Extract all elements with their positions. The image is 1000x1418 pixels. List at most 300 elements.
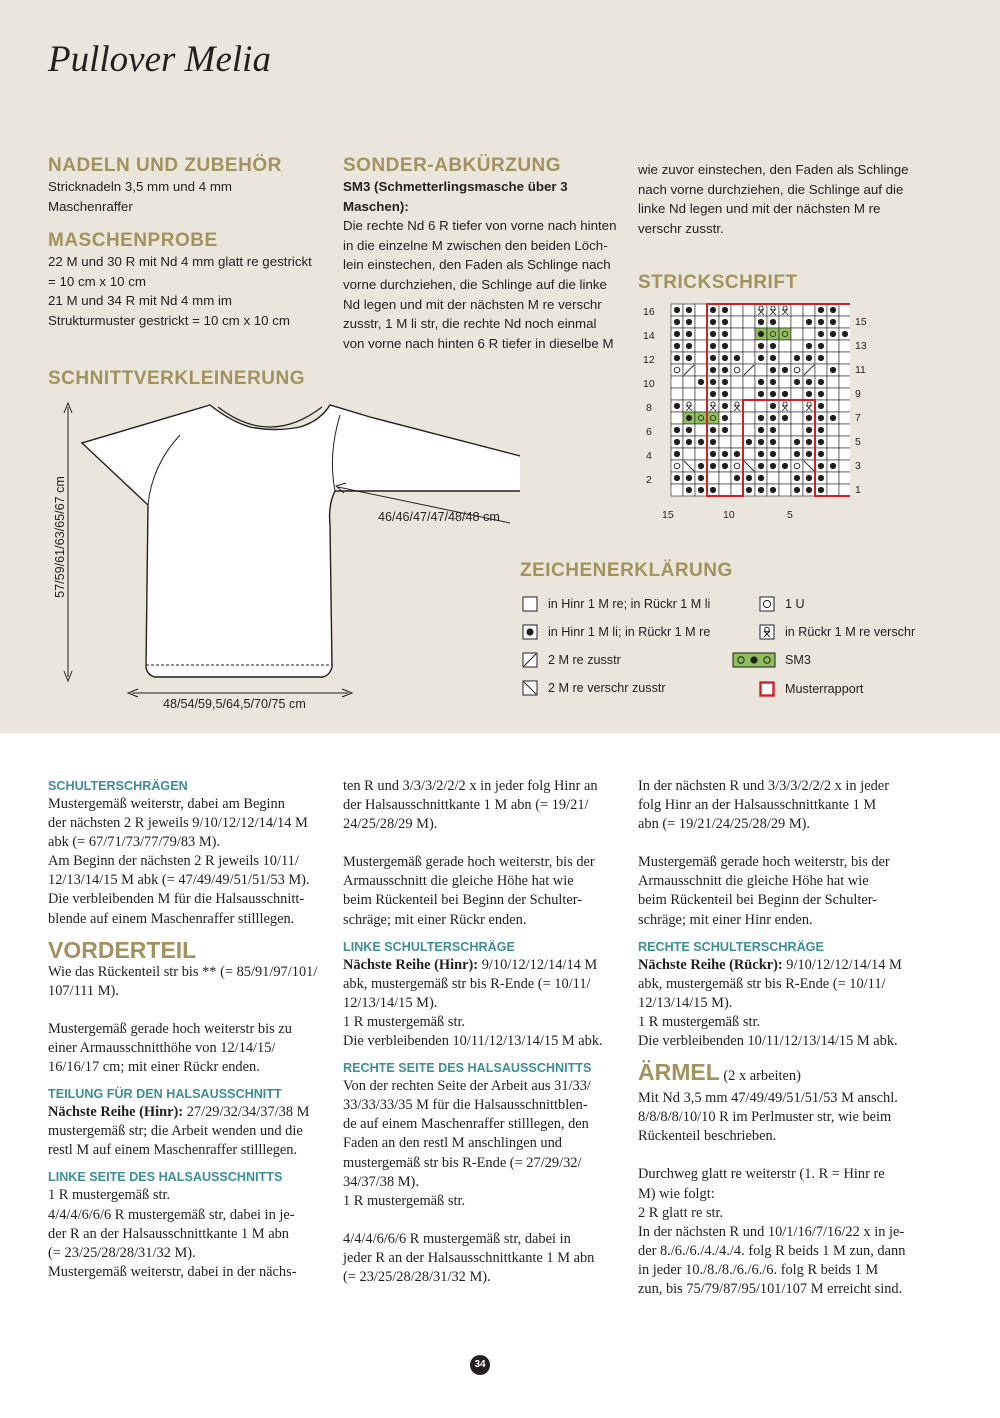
purl-dot (830, 415, 836, 421)
legend-text: 1 U (785, 597, 805, 611)
chart-cell (791, 412, 803, 424)
maschenprobe-text (48, 252, 338, 330)
purl-dot (722, 415, 728, 421)
text-span: 27/29/32/34/37/38 M (183, 1104, 310, 1121)
paragraph (48, 1186, 328, 1281)
chart-cell (695, 352, 707, 364)
purl-dot (794, 379, 800, 385)
paragraph (343, 1077, 623, 1211)
text-line: Nd legen und mit der nächsten M re verschr (343, 296, 602, 312)
heading-aermel (638, 1059, 918, 1089)
purl-dot (710, 367, 716, 373)
chart-cell (779, 448, 791, 460)
purl-dot (722, 367, 728, 373)
purl-dot (710, 343, 716, 349)
text-line: In der nächsten R und 10/1/16/7/16/22 x in je- (638, 1223, 905, 1240)
text-line (343, 956, 623, 975)
purl-dot (806, 487, 812, 493)
chart-cell (779, 376, 791, 388)
section-nadeln (48, 155, 338, 331)
purl-dot (758, 439, 764, 445)
purl-dot (770, 403, 776, 409)
chart-cell (839, 352, 850, 364)
chart-cell (731, 316, 743, 328)
purl-dot (674, 427, 680, 433)
paragraph (343, 853, 623, 929)
purl-dot (758, 379, 764, 385)
row-label: 8 (646, 402, 652, 414)
chart-cell (839, 436, 850, 448)
text-line: folg Hinr an der Halsausschnittkante 1 M (638, 797, 877, 814)
chart-cell (731, 328, 743, 340)
chart-cell (731, 436, 743, 448)
purl-dot (806, 415, 812, 421)
legend-text: 2 M re verschr zusstr (548, 681, 666, 695)
text-line: Maschenraffer (48, 198, 133, 214)
chart-cell (827, 448, 839, 460)
chart-cell (839, 412, 850, 424)
purl-dot (794, 451, 800, 457)
purl-dot (710, 391, 716, 397)
heading-linke-schulterschraege: LINKE SCHULTERSCHRÄGE (343, 939, 515, 954)
chart-cell (827, 484, 839, 496)
chart-cell (803, 328, 815, 340)
text-line: zusstr, 1 M li str, die rechte Nd noch einmal (343, 316, 597, 332)
paragraph (638, 956, 918, 1051)
purl-dot (818, 451, 824, 457)
purl-dot (818, 307, 824, 313)
purl-dot (698, 475, 704, 481)
heading-schnitt: SCHNITTVERKLEINERUNG (48, 368, 306, 389)
chart-cell (839, 424, 850, 436)
row-label: 12 (643, 354, 655, 366)
purl-dot (794, 487, 800, 493)
chart-cell (743, 316, 755, 328)
chart-cell (743, 412, 755, 424)
chart-cell (779, 424, 791, 436)
legend-item (521, 652, 621, 668)
text-line: abk, mustergemäß str bis R-Ende (= 10/11/ (343, 975, 591, 992)
text-line: der R an der Halsausschnittkante 1 M abn (48, 1225, 289, 1242)
text-line: 1 R mustergemäß str. (343, 1013, 466, 1030)
heading-vorderteil: VORDERTEIL (48, 936, 197, 963)
section-sonder (343, 155, 628, 353)
chart-cell (719, 484, 731, 496)
chart-cell (791, 424, 803, 436)
purl-dot (770, 355, 776, 361)
column-3 (638, 777, 918, 1299)
chart-cell (683, 376, 695, 388)
purl-dot (782, 463, 788, 469)
purl-dot (710, 379, 716, 385)
text-line: 4/4/4/6/6/6 R mustergemäß str, dabei in (343, 1230, 571, 1247)
col-label: 10 (723, 509, 735, 521)
dot-square-icon (521, 624, 539, 640)
chart-cell (743, 340, 755, 352)
chart-cell (827, 388, 839, 400)
purl-dot (722, 403, 728, 409)
text-line: abn (= 19/21/24/25/28/29 M). (638, 816, 810, 833)
purl-dot (758, 487, 764, 493)
purl-dot (698, 439, 704, 445)
purl-dot (770, 463, 776, 469)
purl-dot (794, 475, 800, 481)
purl-dot (710, 487, 716, 493)
text-line: lein einstechen, den Faden als Schlinge nach (343, 257, 611, 273)
purl-dot (674, 403, 680, 409)
purl-dot (722, 427, 728, 433)
chart-cell (731, 388, 743, 400)
paragraph (343, 956, 623, 1051)
purl-dot (722, 331, 728, 337)
legend-text: SM3 (785, 653, 811, 667)
text-line (638, 956, 918, 975)
purl-dot (686, 439, 692, 445)
text-line: Mustergemäß weiterstr, dabei in der nächs- (48, 1263, 297, 1280)
text-line: M) wie folgt: (638, 1185, 715, 1202)
chart-cell (791, 316, 803, 328)
legend-item (521, 680, 666, 696)
purl-dot (710, 439, 716, 445)
purl-dot (710, 427, 716, 433)
text-line: mustergemäß str; die Arbeit wenden und die (48, 1123, 303, 1140)
text-line: Faden an den restl M anschlingen und (343, 1135, 563, 1152)
text-line: 22 M und 30 R mit Nd 4 mm glatt re gestrickt (48, 254, 312, 270)
empty-square-icon (521, 596, 539, 612)
purl-dot (710, 463, 716, 469)
purl-dot (806, 451, 812, 457)
purl-dot (686, 427, 692, 433)
chart-cell (839, 484, 850, 496)
row-label: 3 (855, 460, 861, 472)
text-line: 2 R glatt re str. (638, 1204, 724, 1221)
purl-dot (674, 475, 680, 481)
chart-cell (839, 304, 850, 316)
heading-teilung: TEILUNG FÜR DEN HALSAUSSCHNITT (48, 1087, 282, 1102)
heading-schulterschraegen: SCHULTERSCHRÄGEN (48, 779, 188, 793)
row-label: 1 (855, 484, 861, 496)
paragraph (48, 795, 328, 929)
legend-text: 2 M re zusstr (548, 653, 621, 667)
purl-dot (806, 319, 812, 325)
heading-strickschrift: STRICKSCHRIFT (638, 272, 798, 293)
chart-cell (827, 424, 839, 436)
purl-dot (818, 463, 824, 469)
chart-cell (791, 340, 803, 352)
legend-item (758, 624, 915, 640)
heading-rechte-seite-hals: RECHTE SEITE DES HALSAUSSCHNITTS (343, 1061, 592, 1076)
text-line: Mustergemäß gerade hoch weiterstr, bis der (343, 854, 595, 871)
chart-cell (743, 304, 755, 316)
purl-dot (674, 331, 680, 337)
text-line: 24/25/28/29 M). (343, 816, 438, 833)
purl-dot (818, 355, 824, 361)
row-label: 4 (646, 450, 652, 462)
chart-cell (779, 316, 791, 328)
chart-cell (743, 400, 755, 412)
row-label: 5 (855, 436, 861, 448)
paragraph (48, 963, 328, 1001)
text-line: 12/13/14/15 M). (638, 994, 733, 1011)
chart-cell (719, 436, 731, 448)
text-line: Durchweg glatt re weiterstr (1. R = Hinr re (638, 1166, 885, 1183)
purl-dot (770, 487, 776, 493)
purl-dot (674, 307, 680, 313)
twisted-stitch-icon (758, 624, 776, 640)
chart-cell (827, 400, 839, 412)
text-line: jeder R an der Halsausschnittkante 1 M abn (343, 1249, 595, 1266)
text-line: wie zuvor einstechen, den Faden als Schlinge (638, 162, 909, 177)
purl-dot (818, 427, 824, 433)
purl-dot (770, 427, 776, 433)
text-line: (= 23/25/28/28/31/32 M). (343, 1268, 491, 1285)
purl-dot (722, 391, 728, 397)
purl-dot (710, 451, 716, 457)
chart-cell (779, 352, 791, 364)
text-line: abk, mustergemäß str bis R-Ende (= 10/11/ (638, 975, 886, 992)
text-line: abk (= 67/71/73/77/79/83 M). (48, 834, 220, 851)
purl-dot (686, 475, 692, 481)
chart-cell (707, 472, 719, 484)
purl-dot (782, 367, 788, 373)
paragraph (48, 1103, 328, 1160)
purl-dot (794, 439, 800, 445)
legend-text: in Hinr 1 M li; in Rückr 1 M re (548, 625, 711, 639)
chart-cell (791, 460, 803, 472)
text-line: mustergemäß str bis R-Ende (= 27/29/32/ (343, 1154, 582, 1171)
purl-dot (770, 319, 776, 325)
purl-dot (674, 439, 680, 445)
text-line: 34/37/38 M). (343, 1173, 419, 1190)
paragraph (638, 1165, 918, 1299)
purl-dot (818, 343, 824, 349)
purl-dot (770, 379, 776, 385)
purl-dot (770, 415, 776, 421)
chart-cell (743, 352, 755, 364)
purl-dot (698, 487, 704, 493)
purl-dot (722, 319, 728, 325)
purl-dot (758, 343, 764, 349)
chart-cell (731, 304, 743, 316)
chart-cell (671, 484, 683, 496)
purl-dot (722, 307, 728, 313)
text-line: ten R und 3/3/3/2/2/2 x in jeder folg Hinr an (343, 778, 598, 794)
purl-dot (830, 331, 836, 337)
chart-cell (779, 484, 791, 496)
text-line: 107/111 M). (48, 982, 119, 999)
label-sleeve: 46/46/47/47/48/48 cm (378, 510, 500, 524)
paragraph (343, 1230, 623, 1287)
purl-dot (722, 355, 728, 361)
chart-cell (695, 316, 707, 328)
purl-dot (818, 379, 824, 385)
purl-dot (746, 475, 752, 481)
chart-cell (839, 364, 850, 376)
heading-legende: ZEICHENERKLÄRUNG (520, 560, 733, 581)
chart-cell (827, 376, 839, 388)
chart-cell (671, 412, 683, 424)
purl-dot (806, 427, 812, 433)
paragraph (638, 777, 918, 834)
purl-dot (782, 415, 788, 421)
text-line: Rückenteil beschrieben. (638, 1128, 777, 1145)
chart-cell (695, 304, 707, 316)
purl-dot (686, 343, 692, 349)
text-line: Die rechte Nd 6 R tiefer von vorne nach hinten (343, 218, 617, 234)
purl-dot (782, 391, 788, 397)
purl-dot (818, 391, 824, 397)
chart-cell (791, 388, 803, 400)
slash-square-icon (521, 652, 539, 668)
bold-label: Nächste Reihe (Rückr): (638, 956, 783, 973)
text-line: Die verbleibenden M für die Halsausschnitt- (48, 891, 305, 908)
legend-item (521, 596, 710, 612)
nadeln-text (48, 177, 338, 216)
text-line: 16/16/17 cm; mit einer Rückr enden. (48, 1059, 260, 1076)
purl-dot (674, 343, 680, 349)
row-label: 14 (643, 330, 655, 342)
purl-dot (818, 475, 824, 481)
purl-dot (818, 415, 824, 421)
purl-dot (806, 475, 812, 481)
purl-dot (674, 319, 680, 325)
text-line: 4/4/4/6/6/6 R mustergemäß str, dabei in je- (48, 1206, 295, 1223)
chart-cell (815, 364, 827, 376)
purl-dot (830, 307, 836, 313)
purl-dot (818, 319, 824, 325)
row-label: 13 (855, 340, 867, 352)
chart-cell (827, 340, 839, 352)
paragraph (343, 777, 623, 834)
purl-dot (758, 355, 764, 361)
purl-dot (758, 391, 764, 397)
text-line: 1 R mustergemäß str. (343, 1192, 466, 1209)
text-line: vorne durchziehen, die Schlinge auf die linke (343, 276, 607, 292)
paragraph (48, 1020, 328, 1077)
text-line: Stricknadeln 3,5 mm und 4 mm (48, 179, 233, 194)
chart-cell (731, 460, 743, 472)
purl-dot (722, 343, 728, 349)
column-2 (343, 777, 623, 1287)
text-line: 33/33/33/35 M für die Halsausschnittblen- (343, 1097, 588, 1114)
text-line: schräge; mit einer Hinr enden. (638, 911, 813, 928)
text-line: blende auf einem Maschenraffer stilllegen. (48, 910, 295, 927)
chart-cell (839, 376, 850, 388)
row-label: 7 (855, 412, 861, 424)
row-label: 16 (643, 306, 655, 318)
purl-dot (722, 379, 728, 385)
sweater-schematic (40, 395, 520, 725)
purl-dot (746, 439, 752, 445)
chart-cell (671, 364, 683, 376)
chart-cell (767, 472, 779, 484)
purl-dot (818, 331, 824, 337)
purl-dot (734, 355, 740, 361)
chart-cell (839, 316, 850, 328)
chart-cell (695, 400, 707, 412)
text-line: der 8./6./6./4./4./4. folg R beids 1 M zun, dann (638, 1242, 906, 1259)
chart-cell (743, 388, 755, 400)
label-height: 57/59/61/63/65/67 cm (53, 476, 67, 598)
chart-cell (743, 376, 755, 388)
row-label: 15 (855, 316, 867, 328)
purl-dot (710, 355, 716, 361)
text-line: schräge; mit einer Rückr enden. (343, 911, 527, 928)
text-line: In der nächsten R und 3/3/3/2/2/2 x in jeder (638, 778, 889, 794)
row-label: 10 (643, 378, 655, 390)
label-width: 48/54/59,5/64,5/70/75 cm (163, 697, 306, 711)
purl-dot (758, 319, 764, 325)
purl-dot (686, 331, 692, 337)
text-span: 9/10/12/12/14/14 M (782, 956, 902, 973)
text-line: Strukturmuster gestrickt = 10 cm x 10 cm (48, 312, 290, 328)
yarn-over-icon (758, 596, 776, 612)
purl-dot (758, 427, 764, 433)
chart-cell (671, 376, 683, 388)
text-line: linke Nd legen und mit der nächsten M re (638, 201, 881, 217)
text-line: Von der rechten Seite der Arbeit aus 31/33/ (343, 1078, 591, 1095)
chart-cell (743, 424, 755, 436)
purl-dot (674, 451, 680, 457)
chart-cell (695, 340, 707, 352)
purl-dot (830, 319, 836, 325)
chart-cell (779, 328, 791, 340)
text-line: beim Rückenteil bei Beginn der Schulter- (343, 892, 583, 909)
purl-dot (746, 487, 752, 493)
paragraph (638, 853, 918, 929)
heading-note: (2 x arbeiten) (719, 1068, 801, 1085)
heading-sonder: SONDER-ABKÜRZUNG (343, 155, 562, 176)
paragraph (638, 1089, 918, 1146)
heading-linke-seite-hals: LINKE SEITE DES HALSAUSSCHNITTS (48, 1170, 283, 1185)
chart-cell (791, 304, 803, 316)
chart-cell (695, 388, 707, 400)
text-line: Die verbleibenden 10/11/12/13/14/15 M abk. (343, 1033, 603, 1050)
chart-cell (791, 364, 803, 376)
heading-rechte-schulterschraege: RECHTE SCHULTERSCHRÄGE (638, 939, 824, 954)
chart-cell (791, 400, 803, 412)
text-line: verschr zusstr. (638, 220, 724, 236)
text-line: einer Armausschnitthöhe von 12/14/15/ (48, 1039, 276, 1056)
text-line: (= 23/25/28/28/31/32 M). (48, 1244, 196, 1261)
chart-cell (839, 400, 850, 412)
purl-dot (710, 319, 716, 325)
text-line: Mustergemäß gerade hoch weiterstr bis zu (48, 1020, 292, 1037)
chart-cell (695, 448, 707, 460)
text-line: = 10 cm x 10 cm (48, 273, 146, 289)
chart-cell (695, 412, 707, 424)
chart-cell (731, 412, 743, 424)
purl-dot (818, 439, 824, 445)
text-line: Die verbleibenden 10/11/12/13/14/15 M abk. (638, 1033, 898, 1050)
text-line: de auf einem Maschenraffer stilllegen, den (343, 1116, 589, 1133)
purl-dot (722, 451, 728, 457)
purl-dot (734, 451, 740, 457)
row-label: 6 (646, 426, 652, 438)
bold-label: Nächste Reihe (Hinr): (343, 956, 479, 973)
text-line: Armausschnitt die gleiche Höhe hat wie (343, 873, 574, 890)
text-line: 21 M und 34 R mit Nd 4 mm im (48, 293, 232, 309)
chart-cell (731, 376, 743, 388)
text-line: 12/13/14/15 M). (343, 994, 438, 1011)
purl-dot (770, 367, 776, 373)
text-line: zun, bis 75/79/87/95/101/107 M erreicht sind. (638, 1280, 903, 1297)
chart-cell (683, 388, 695, 400)
heading-maschenprobe: MASCHENPROBE (48, 230, 218, 252)
text-line: Am Beginn der nächsten 2 R jeweils 10/11/ (48, 853, 299, 870)
chart-cell (707, 412, 719, 424)
chart-cell (779, 472, 791, 484)
